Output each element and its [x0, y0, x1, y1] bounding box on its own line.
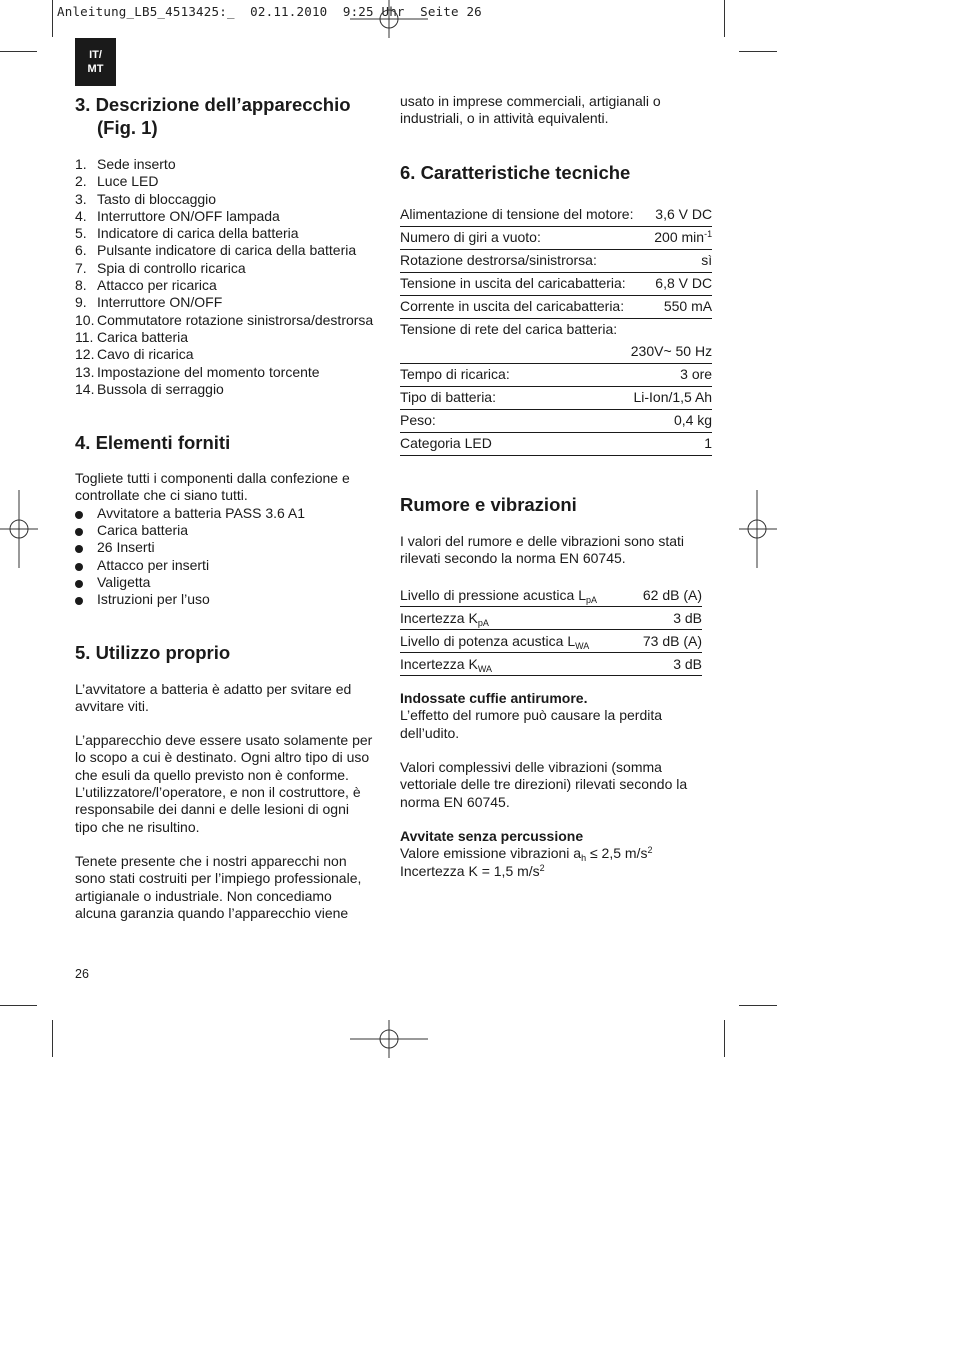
bullet-icon: [75, 563, 83, 571]
noise-label-subscript: pA: [477, 617, 489, 628]
list-item: [75, 381, 375, 398]
noise-value: 3 dB: [673, 609, 702, 626]
table-row: [400, 341, 712, 364]
noise-intro: I valori del rumore e delle vibrazioni sono stati rilevati secondo la norma EN 60745.: [400, 532, 685, 566]
spec-value-text: sì: [701, 251, 713, 268]
page-number: 26: [75, 967, 89, 981]
list-item-text: Commutatore rotazione sinistrorsa/destrorsa: [97, 311, 374, 328]
list-item-text: Bussola di serraggio: [97, 380, 224, 397]
registration-mark-left: [0, 490, 40, 568]
list-item-number: 5.: [75, 225, 87, 242]
bullet-icon: [75, 580, 83, 588]
bullet-icon: [75, 511, 83, 519]
registration-mark-right: [737, 490, 777, 568]
table-row: [400, 363, 712, 386]
spec-value: [633, 363, 712, 386]
list-item: [75, 208, 375, 225]
list-item-number: 8.: [75, 277, 87, 294]
language-badge-line2: MT: [87, 63, 104, 75]
list-item: [75, 557, 375, 574]
list-item-text: Spia di controllo ricarica: [97, 259, 246, 276]
noise-label: [400, 607, 632, 630]
left-column: [75, 93, 375, 922]
section5-paragraph-2: L’apparecchio deve essere usato solamente per lo scopo a cui è destinato. Ogni altro tipo di uso che esuli da quello previsto non è conforme. L’utilizzatore/l’operatore, e non il costruttore, è responsabile dei danni e delle lesioni di ogni tipo che ne risultino.: [75, 732, 373, 835]
list-item-text: Luce LED: [97, 173, 159, 190]
table-row: [400, 607, 702, 630]
noise-label-subscript: WA: [575, 640, 590, 651]
supplied-items-list: [75, 505, 375, 609]
noise-value: 73 dB (A): [642, 632, 702, 649]
hearing-protection-text: L’effetto del rumore può causare la perdita dell’udito.: [400, 707, 663, 741]
table-row: [400, 249, 712, 272]
spec-value-text: 550 mA: [663, 297, 713, 314]
spec-value: [633, 204, 712, 227]
list-item-text: Cavo di ricarica: [97, 346, 194, 363]
spec-label: Categoria LED: [400, 434, 492, 451]
spec-label: Alimentazione di tensione del motore:: [400, 205, 634, 222]
spec-value-text: 1: [704, 434, 713, 451]
spec-label: Tensione in uscita del caricabatteria:: [400, 274, 626, 291]
spec-value-text: 6,8 V DC: [655, 274, 713, 291]
list-item-number: 4.: [75, 207, 87, 224]
section5-title: 5. Utilizzo proprio: [75, 641, 231, 663]
list-item-text: Avvitatore a batteria PASS 3.6 A1: [97, 504, 306, 521]
vibration-heading: Avvitate senza percussione: [400, 827, 584, 844]
list-item-text: Tasto di bloccaggio: [97, 190, 217, 207]
bullet-icon: [75, 545, 83, 553]
spec-label: Tempo di ricarica:: [400, 365, 510, 382]
spec-value: [633, 386, 712, 409]
spec-value-text: 200 min: [654, 228, 705, 245]
table-row: [400, 272, 712, 295]
spec-value-text: Li-Ion/1,5 Ah: [633, 388, 713, 405]
list-item-text: Carica batteria: [97, 328, 189, 345]
spec-value: 230V~ 50 Hz: [630, 342, 713, 359]
list-item-number: 1.: [75, 156, 87, 172]
list-item-number: 7.: [75, 259, 87, 276]
section3-title: 3. Descrizione dell’apparecchio (Fig. 1): [75, 94, 351, 138]
list-item-number: 12.: [75, 346, 95, 363]
list-item-number: 9.: [75, 294, 87, 311]
list-item-text: 26 Inserti: [97, 539, 155, 556]
spec-label: Corrente in uscita del caricabatteria:: [400, 297, 625, 314]
bullet-icon: [75, 597, 83, 605]
section5-paragraph-3-continued: usato in imprese commerciali, artigianali o industriali, o in attività equivalenti.: [400, 93, 661, 127]
table-row: [400, 409, 712, 432]
list-item-text: Istruzioni per l’uso: [97, 591, 210, 608]
spec-value: [633, 409, 712, 432]
noise-value: 62 dB (A): [642, 586, 702, 603]
noise-label-text: Livello di pressione acustica L: [400, 586, 586, 603]
table-row: [400, 653, 702, 676]
spec-label: Peso:: [400, 411, 436, 428]
list-item-text: Impostazione del momento torcente: [97, 363, 320, 380]
noise-value: 3 dB: [673, 655, 702, 672]
list-item: [75, 156, 375, 173]
list-item-number: 2.: [75, 173, 87, 190]
spec-label: Tipo di batteria:: [400, 388, 496, 405]
list-item-number: 6.: [75, 242, 87, 259]
list-item-text: Interruttore ON/OFF: [97, 294, 223, 311]
list-item: [75, 173, 375, 190]
list-item-text: Interruttore ON/OFF lampada: [97, 207, 280, 224]
list-item: [75, 277, 375, 294]
section5-paragraph-1: L’avvitatore a batteria è adatto per svitare ed avvitare viti.: [75, 680, 352, 714]
spec-value: [633, 432, 712, 455]
list-item: [75, 539, 375, 556]
section4-title: 4. Elementi forniti: [75, 432, 231, 454]
section5-paragraph-3: Tenete presente che i nostri apparecchi non sono stati costruiti per l’impiego professionale, artigianale o industriale. Non concediamo alcuna garanzia quando l’apparecchio viene: [75, 852, 362, 921]
spec-value: [633, 295, 712, 318]
list-item: [75, 191, 375, 208]
spec-value: [633, 249, 712, 272]
list-item-number: 10.: [75, 311, 95, 328]
registration-mark-bottom: [350, 1020, 428, 1060]
right-column: [400, 93, 713, 880]
spec-label: Numero di giri a vuoto:: [400, 228, 541, 245]
language-badge: [75, 38, 116, 86]
print-header: Anleitung_LB5_4513425:_ 02.11.2010 9:25 Uhr Seite 26: [57, 4, 482, 19]
list-item-text: Valigetta: [97, 573, 151, 590]
bullet-icon: [75, 528, 83, 536]
noise-label-subscript: WA: [477, 663, 492, 674]
list-item-text: Indicatore di carica della batteria: [97, 225, 299, 242]
noise-label-text: Incertezza K: [400, 609, 478, 626]
noise-label-subscript: pA: [586, 594, 598, 605]
list-item-text: Pulsante indicatore di carica della batteria: [97, 242, 357, 259]
table-row: [400, 630, 702, 653]
list-item-number: 13.: [75, 363, 95, 380]
noise-label-text: Livello di potenza acustica L: [400, 632, 576, 649]
list-item: [75, 364, 375, 381]
registration-mark-top: [350, 0, 428, 40]
noise-label: [400, 653, 632, 676]
spec-value-text: 3,6 V DC: [655, 205, 713, 222]
list-item: [75, 329, 375, 346]
list-item-text: Carica batteria: [97, 522, 189, 539]
list-item-text: Attacco per inserti: [97, 556, 210, 573]
noise-label-text: Incertezza K: [400, 655, 478, 672]
noise-label: [400, 630, 632, 653]
table-row: [400, 432, 712, 455]
section4-intro: Togliete tutti i componenti dalla confezione e controllate che ci siano tutti.: [75, 470, 350, 504]
list-item-text: Attacco per ricarica: [97, 277, 217, 294]
list-item: [75, 591, 375, 608]
list-item: [75, 346, 375, 363]
spec-value: [633, 272, 712, 295]
list-item: [75, 312, 375, 329]
spec-value-text: 3 ore: [680, 365, 713, 382]
section6-title: 6. Caratteristiche tecniche: [400, 161, 631, 183]
list-item-number: 3.: [75, 190, 87, 207]
noise-label: [400, 584, 632, 607]
hearing-protection-warning: Indossate cuffie antirumore.: [400, 690, 588, 707]
list-item-number: 11.: [75, 328, 94, 345]
list-item-text: Sede inserto: [97, 156, 176, 172]
spec-value-text: 0,4 kg: [673, 411, 713, 428]
table-row: [400, 584, 702, 607]
list-item: [75, 225, 375, 242]
list-item: [75, 505, 375, 522]
table-row: [400, 386, 712, 409]
spec-label: Rotazione destrorsa/sinistrorsa:: [400, 251, 597, 268]
spec-value: [633, 226, 712, 249]
list-item: [75, 242, 375, 259]
noise-title: Rumore e vibrazioni: [400, 493, 577, 515]
vibration-uncertainty: Incertezza K = 1,5 $m/s^2$: [400, 862, 545, 879]
vibration-emission-value: Valore emissione vibrazioni $a_h \le 2,5$ $m/s^2$: [400, 845, 653, 864]
list-item: [75, 522, 375, 539]
list-item-number: 14.: [75, 380, 95, 397]
list-item: [75, 574, 375, 591]
noise-table: [400, 584, 702, 676]
table-row: [400, 318, 712, 341]
language-badge-line1: IT/: [89, 49, 102, 61]
technical-data-table: [400, 204, 712, 456]
list-item: [75, 260, 375, 277]
spec-value-superscript: -1: [704, 228, 713, 239]
table-row: [400, 204, 712, 227]
spec-label: Tensione di rete del carica batteria:: [400, 320, 618, 337]
parts-list: [75, 156, 375, 398]
table-row: [400, 295, 712, 318]
list-item: [75, 294, 375, 311]
table-row: [400, 226, 712, 249]
vibration-text: Valori complessivi delle vibrazioni (somma vettoriale delle tre direzioni) rilevati secondo la norma EN 60745.: [400, 759, 688, 810]
